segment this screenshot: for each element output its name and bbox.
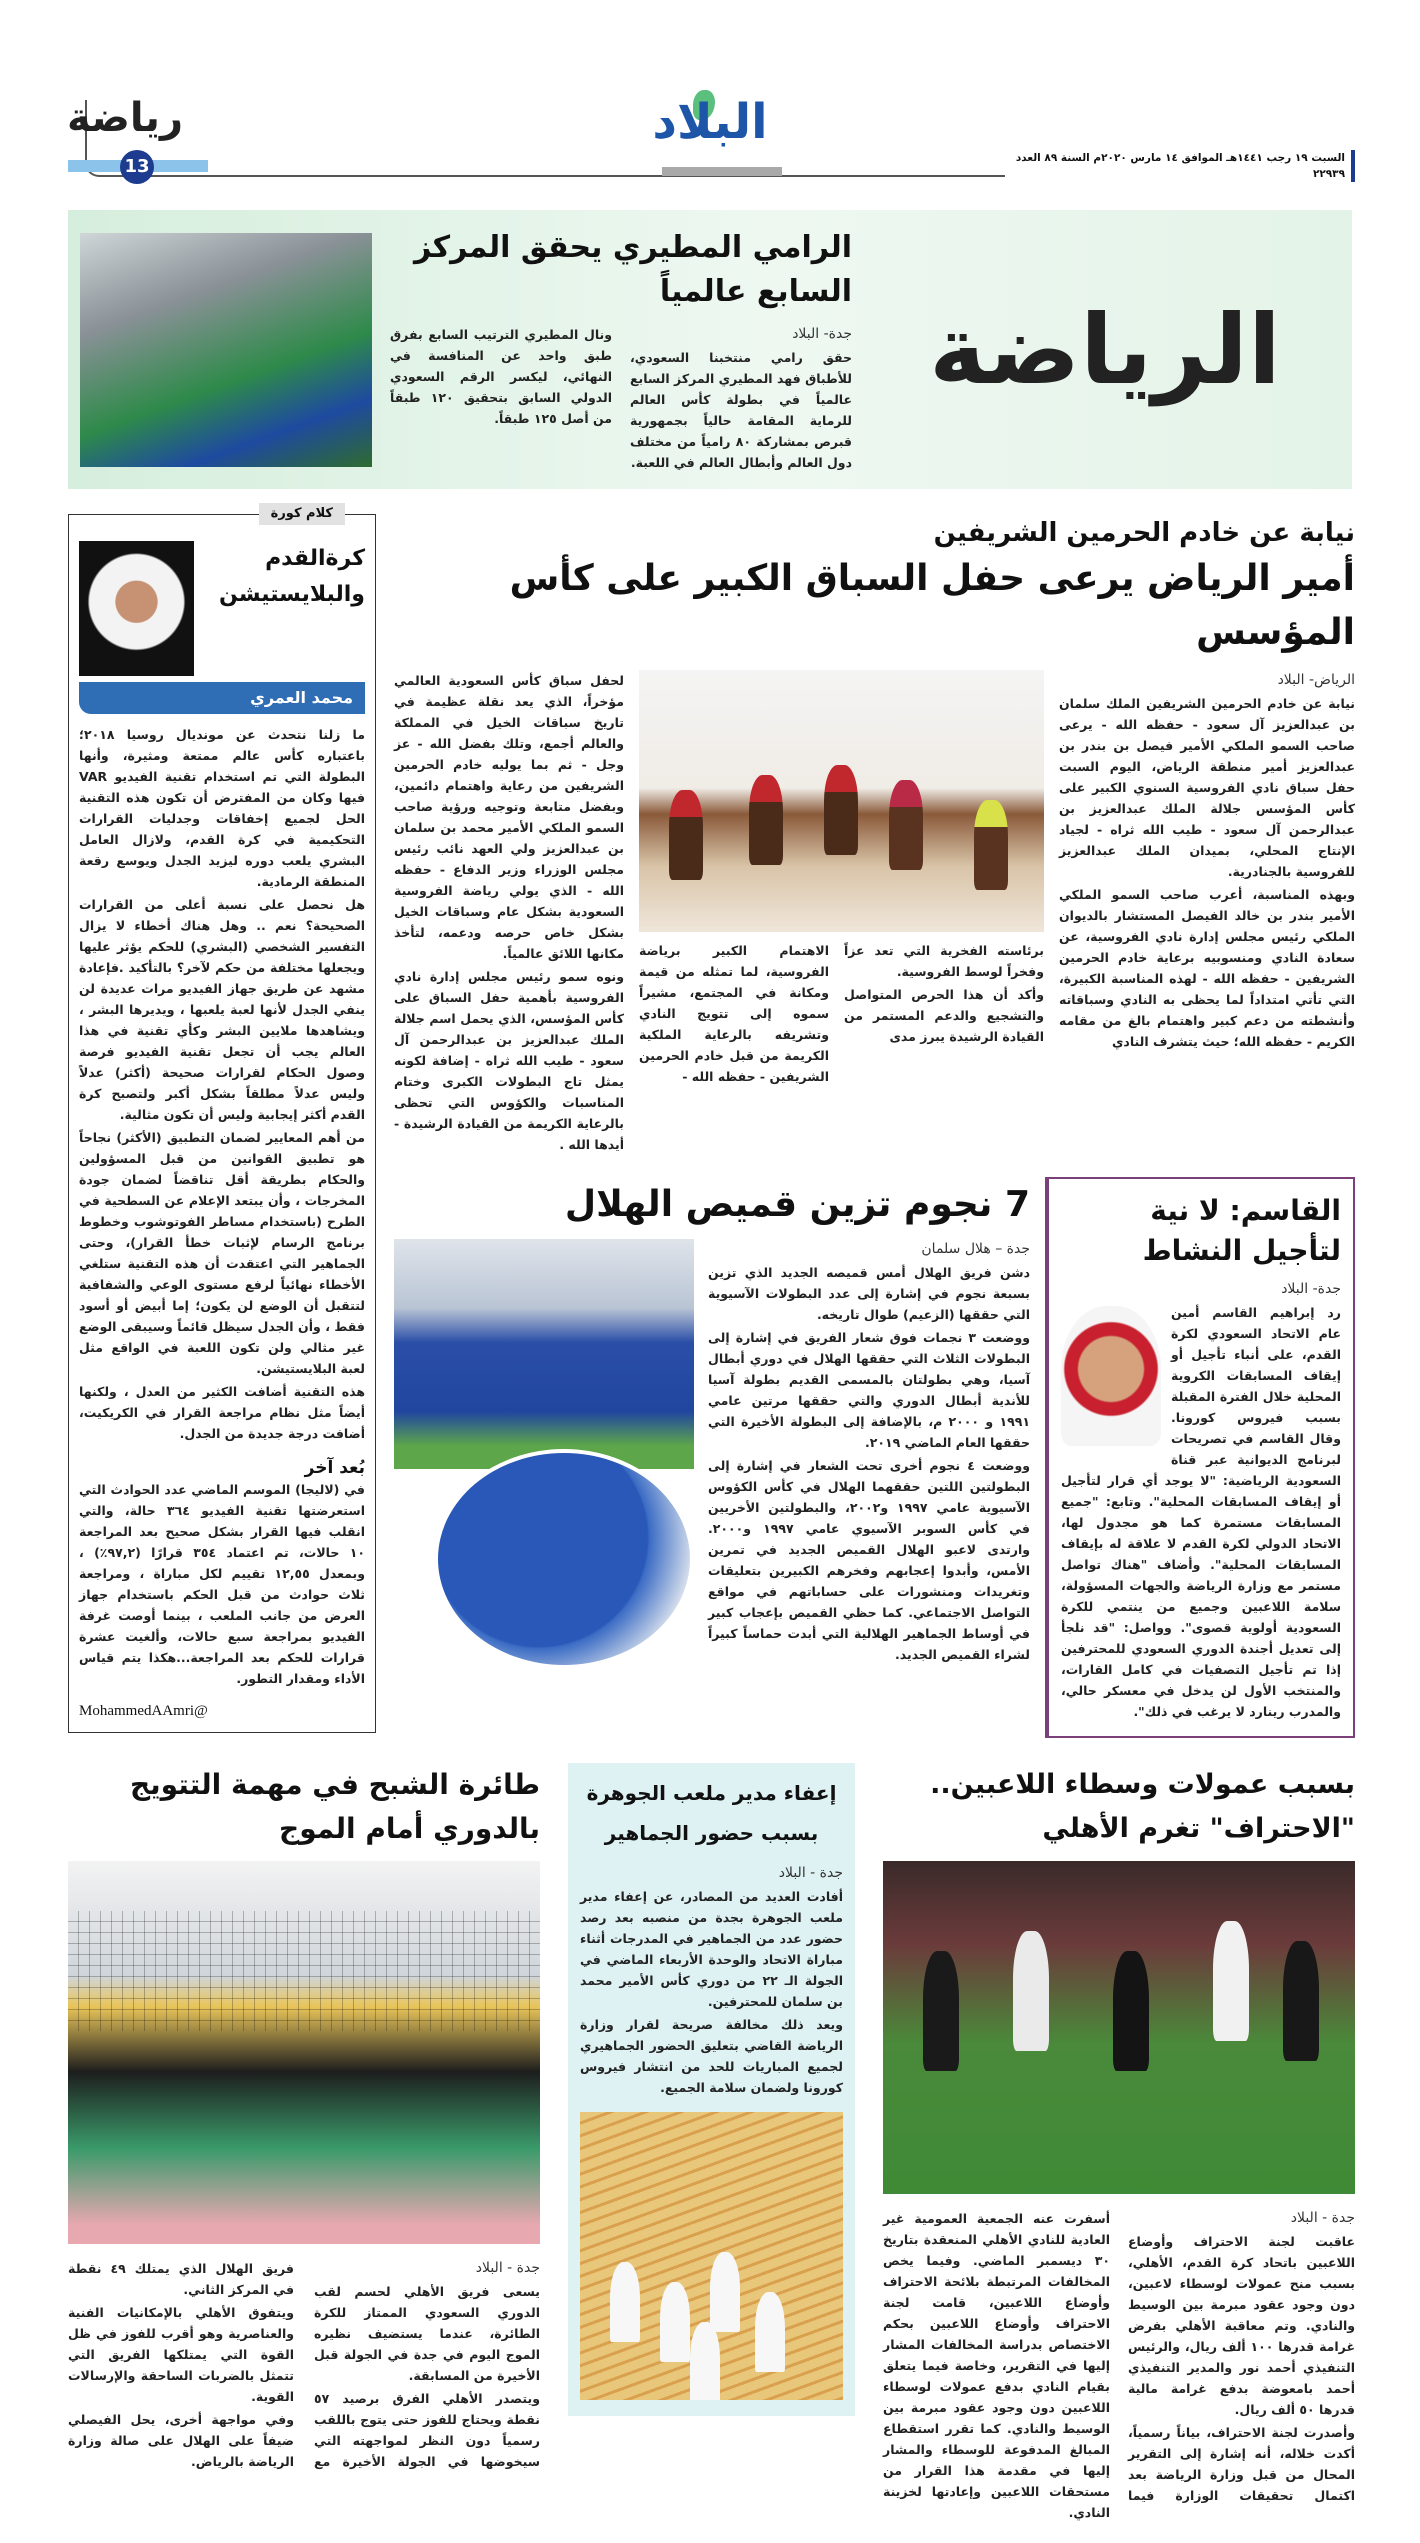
hilal-players-circle-photo <box>434 1449 694 1669</box>
qasim-headline[interactable]: القاسم: لا نية لتأجيل النشاط <box>1142 1194 1341 1267</box>
fan-figure <box>710 2252 740 2332</box>
middle-section <box>68 506 1355 1738</box>
hilal-headline[interactable]: 7 نجوم تزين قميص الهلال <box>564 1184 1030 1225</box>
paragraph: وبهذه المناسبة، أعرب صاحب السمو الملكي الأمير بندر بن خالد الفيصل المستشار بالديوان الملكي رئيس مجلس إدارة نادي الفروسية، عن سعادة النادي ومنسوبيه برعاية خادم الحرمين الشريفين - حفظه الله - لهذه المناسبة الكبيرة، التي تأتي امتداداً لما يحظى به النادي وسباقاته وأنشطته من دعم كبير واهتمام بالغ من مقامه الكريم - حفظه الله؛ حيث يتشرف النادي <box>1059 887 1355 1049</box>
author-photo <box>79 541 194 676</box>
main-article-col4 <box>394 670 624 1157</box>
player-figure <box>1013 1931 1049 2051</box>
main-photo-area <box>639 670 1044 1157</box>
column-label: كلام كورة <box>259 503 345 525</box>
ahli-article-body <box>883 2208 1355 2523</box>
banner-headline[interactable]: الرامي المطيري يحقق المركز السابع عالمياً <box>414 230 852 309</box>
paragraph: هل نحصل على نسبة أعلى من القرارات الصحيحة؟ نعم .. وهل هناك أخطاء لا يزال التفسير الشخصي (البشري) للحكم يؤثر عليها ويجعلها مختلفة من حكم لآخر؟ بالتأكيد .فإعادة مشهد عن طريق جهاز الفيديو مرات عديدة لن ينفي الجدل لأنها لعبة يلعبها ، ويديرها البشر ، ويشاهدها ملايين البشر وكأي تقنية في هذا العالم يجب أن تجعل تقنية الفيديو فرصة وصول الحكام لقرارات صحيحة (أكثر) عدلاً وليس عدلاً مطلقاً بشكل أكبر ولتصبح كرة القدم أكثر إيجابية وليس أن تكون مثالية. <box>79 897 365 1122</box>
logo-underline <box>662 167 782 176</box>
paragraph: برئاسته الفخرية التي تعد عزاً وفخراً لوسط الفروسية. <box>844 943 1044 979</box>
horse-rider <box>749 775 783 865</box>
paragraph: ووضعت ٣ نجمات فوق شعار الفريق في إشارة إلى البطولات الثلاث التي حققها الهلال في دوري أبطال آسيا، وهي بطولتان بالمسمى القديم بطولة آسيا للأندية أبطال الدوري والتي حققها مرتين عامي ١٩٩١ و ٢٠٠٠ م، بالإضافة إلى البطولة الأخيرة التي حققها العام الماضي ٢٠١٩. <box>708 1330 1031 1450</box>
player-figure <box>1283 1941 1319 2061</box>
horse-rider <box>974 800 1008 890</box>
hilal-images <box>394 1239 694 1669</box>
dateline: جدة- البلاد <box>792 326 852 342</box>
qasim-portrait-photo <box>1061 1306 1161 1446</box>
column-header <box>79 541 365 676</box>
volleyball-net <box>68 1911 540 2031</box>
main-under-photo-text <box>639 940 1044 1089</box>
horse-rider <box>669 790 703 880</box>
paragraph: من أهم المعايير لضمان التطبيق (الأكثر) نجاحاً هو تطبيق القوانين من قبل المسؤولين والحكام بطريقة أقل تناقضاً لضمان جودة المخرجات ، وأن يبتعد الإعلام عن السطحية في الطرح (باستخدام مساطر الفوتوشوب وخطوط برنامج الرسام لإثبات خطأ القرار)، وحتى الجماهير التي اعتقدت أن هذه التقنية ستلغي الأخطاء نهائياً لرفع مستوى الوعي والشفافية لتتقبل أن الوضع لن يكون؛ إما أبيض أو أسود فقط ، وأن الجدل سيظل قائماً وسيبقى الوضع غير مثالي ولن تكون اللعبة في الواقع مثل لعبة البلايستيشن. <box>79 1130 365 1376</box>
issue-date-line: السبت ١٩ رجب ١٤٤١هـ الموافق ١٤ مارس ٢٠٢٠م السنة ٨٩ العدد ٢٢٩٣٩ <box>1010 150 1355 182</box>
paragraph: ويعد ذلك مخالفة صريحة لقرار وزارة الرياضة القاضي بتعليق الحضور الجماهيري لجميع المباريات للحد من انتشار فيروس كورونا ولضمان سلامة الجميع. <box>580 2017 843 2095</box>
newspaper-logo[interactable]: البلاد <box>652 94 768 150</box>
qasim-article-body <box>1061 1279 1341 1722</box>
sports-masthead: الرياضة <box>929 293 1281 406</box>
volleyball-article-body <box>68 2258 540 2473</box>
bottom-section <box>68 1763 1355 2523</box>
page-header <box>0 0 1420 195</box>
player-figure <box>1113 1951 1149 2071</box>
paragraph: ويتصدر الأهلي الفرق برصيد ٥٧ نقطة ويحتاج للفوز حتى يتوج باللقب رسمياً دون النظر لمواجهته التي سيخوضها في الجولة الأخيرة مع فريق الهلال الذي يمتلك ٤٩ نقطة في المركز الثاني. <box>68 2261 540 2469</box>
dateline: جدة- البلاد <box>1281 1281 1341 1297</box>
paragraph: ويتفوق الأهلي بالإمكانيات الفنية والعناصرية وهو أقرب للفوز في ظل القوة التي يمتلكها الفريق التي تتمثل بالضربات الساحقة والإرسالات القوية. <box>68 2305 294 2404</box>
dateline: جدة - البلاد <box>1290 2210 1355 2226</box>
opinion-column-box <box>68 506 376 1733</box>
paragraph: وفي مواجهة أخرى، يحل الفيصلي ضيفاً على الهلال على صالة وزارة الرياضة بالرياض. <box>68 2412 294 2469</box>
stadium-fans-photo <box>580 2112 843 2400</box>
fan-figure <box>610 2262 640 2342</box>
volleyball-story <box>68 1763 540 2473</box>
paragraph: أفادت العديد من المصادر، عن إعفاء مدير ملعب الجوهرة بجدة من منصبه بعد رصد حضور عدد من الجماهير في المدرجات أثناء مباراة الاتحاد والوحدة الأربعاء الماضي في الجولة الـ ٢٢ من دوري كأس الأمير محمد بن سلمان للمحترفين. <box>580 1889 843 2009</box>
paragraph: عاقبت لجنة الاحتراف وأوضاع اللاعبين باتحاد كرة القدم، الأهلي، بسبب منح عمولات لوسطاء لاعبين، دون وجود عقود مبرمة بين الوسيط والنادي. وتم معاقبة الأهلي بفرض غرامة قدرها ١٠٠ ألف ريال، والرئيس التنفيذي أحمد نور والمدير التنفيذي أحمد بامعوضة بدفع غرامة مالية قدرها ٥٠ ألف ريال. <box>1128 2234 1355 2417</box>
fan-figure <box>660 2282 690 2362</box>
paragraph: في (لاليجا) الموسم الماضي عدد الحوادث التي استعرضتها تقنية الفيديو ٣٦٤ حالة، والتي انقلب فيها القرار بشكل صحيح بعد المراجعة ١٠ حالات، تم اعتماد ٣٥٤ قرارًا (٩٧,٢٪) ، وبمعدل ١٢,٥٥ تقييم لكل مباراة ، ومراجعة ثلاث حوادث من قبل الحكم باستخدام جهاز العرض من جانب الملعب ، بينما أوصت غرفة الفيديو بمراجعة سبع حالات، وألغيت عشرة قرارات للحكم بعد المراجعة...هكذا يتم قياس الأداء ومقدار التطور. <box>79 1482 365 1686</box>
banner-article-body <box>390 324 852 473</box>
paragraph: لحفل سباق كأس السعودية العالمي مؤخراً، الذي يعد نقلة عظيمة في تاريخ سباقات الخيل في المملكة والعالم أجمع، وتلك بفضل الله - عز وجل - ثم بما يوليه خادم الحرمين الشريفين من رعاية واهتمام دائمين، وبفضل متابعة وتوجيه ورؤية صاحب السمو الملكي الأمير محمد بن سلمان بن عبدالعزيز ولي العهد نائب رئيس مجلس الوزراء وزير الدفاع - حفظه الله - الذي يولي رياضة الفروسية السعودية بشكل عام وسباقات الخيل بشكل خاص حرصه ودعمه، لتأخذ مكانها اللائق عالمياً. <box>394 673 624 961</box>
paragraph: وأكد أن هذا الحرص المتواصل والتشجيع والدعم المستمر من القيادة الرشيدة يبرز مدى <box>844 987 1044 1044</box>
paragraph: الاهتمام الكبير برياضة الفروسية، لما تمثله من قيمة ومكانة في المجتمع، مشيراً سموه إلى تتويج النادي وتشريفه بالرعاية الملكية الكريمة من قبل خادم الحرمين الشريفين - حفظه الله - <box>639 943 829 1084</box>
main-area <box>394 514 1355 1738</box>
section-title: رياضة <box>67 95 183 141</box>
column-title[interactable]: كرةالقدم والبلايستيشن <box>219 546 365 607</box>
ahli-match-photo <box>883 1861 1355 2194</box>
paragraph: يسعى فريق الأهلي لحسم لقب الدوري السعودي الممتاز للكرة الطائرة، عندما يستضيف نظيره الموج اليوم في جدة في الجولة قبل الأخيرة من المسابقة. <box>314 2284 540 2383</box>
ahli-headline[interactable]: بسبب عمولات وسطاء اللاعبين.. "الاحتراف" تغرم الأهلي <box>930 1769 1355 1844</box>
dateline: الرياض- البلاد <box>1277 672 1355 688</box>
volleyball-headline[interactable]: طائرة الشبح في مهمة التتويج بالدوري أمام الموج <box>129 1768 540 1845</box>
main-story <box>394 670 1355 1157</box>
stadium-headline[interactable]: إعفاء مدير ملعب الجوهرة بسبب حضور الجماهير <box>586 1781 837 1845</box>
header-rule <box>85 100 1005 177</box>
stadium-article-body <box>580 1863 843 2098</box>
main-article-col1 <box>1059 670 1355 1157</box>
paragraph: ووضعت ٤ نجوم أخرى تحت الشعار في إشارة إلى البطولتين اللتين حققهما الهلال في كأس الكؤوس الآسيوية عامي ١٩٩٧ و٢٠٠٢، والبطولتين الأخريين في كأس السوبر الآسيوي عامي ١٩٩٧ و٢٠٠٠. وارتدى لاعبو الهلال القميص الجديد في تمرين الأمس، وأبدوا إعجابهم وفخرهم الكبيرين بتعليقات وتغريدات ومنشورات على حساباتهم في مواقع التواصل الاجتماعي. كما حظي القميص بإعجاب كبير في أوساط الجماهير الهلالية التي أبدت حماساً كبيراً لشراء القميص الجديد. <box>708 1458 1030 1662</box>
ahli-story <box>883 1763 1355 2523</box>
qasim-box <box>1045 1177 1355 1738</box>
main-article-col3 <box>639 940 829 1089</box>
paragraph: نيابة عن خادم الحرمين الشريفين الملك سلمان بن عبدالعزيز آل سعود - حفظه الله - يرعى صاحب السمو الملكي الأمير فيصل بن بندر بن عبدالعزيز أمير منطقة الرياض، اليوم السبت حفل سباق نادي الفروسية السنوي الكبير على كأس المؤسس جلالة الملك عبدالعزيز بن عبدالرحمن آل سعود - طيب الله ثراه - لجياد الإنتاج المحلي، بميدان الملك عبدالعزيز للفروسية بالجنادرية. <box>1059 696 1355 879</box>
hilal-story <box>394 1177 1030 1675</box>
stadium-story-box <box>568 1763 855 2416</box>
hilal-players-photo <box>394 1239 694 1469</box>
dateline: جدة – هلال سلمان <box>921 1241 1030 1257</box>
paragraph: وأصدرت لجنة الاحتراف، بياناً رسمياً، أكدت خلاله، أنه إشارة إلى التقرير المحال من قبل وزارة الرياضة بعد اكتمال تحقيقات الوزارة فيما أسفرت عنه الجمعية العمومية غير العادية للنادي الأهلي المنعقدة بتاريخ ٣٠ ديسمبر الماضي. وفيما يخص المخالفات المرتبطة بلائحة الاحتراف وأوضاع اللاعبين، قامت لجنة الاحتراف وأوضاع اللاعبين بحكم الاختصاص بدراسة المخالفات المشار إليها في التقرير، وخاصة فيما يتعلق بقيام النادي بدفع عمولات لوسطاء اللاعبين دون وجود عقود مبرمة بين الوسيط والنادي. كما تقرر استقطاع المبالغ المدفوعة للوسطاء والمشار إليها في مقدمة هذا القرار من مستحقات اللاعبين وإعادتها لخزينة النادي. <box>883 2211 1355 2520</box>
fan-figure <box>690 2322 720 2400</box>
horse-rider <box>824 765 858 855</box>
column-body <box>79 724 365 1689</box>
main-headline[interactable]: أمير الرياض يرعى حفل السباق الكبير على كأس المؤسس <box>509 558 1355 653</box>
banner-story <box>390 226 852 473</box>
volleyball-photo <box>68 1861 540 2244</box>
paragraph: ونوه سمو رئيس مجلس إدارة نادي الفروسية بأهمية حفل السباق على كأس المؤسس، الذي يحمل اسم جلالة الملك عبدالعزيز بن عبدالرحمن آل سعود - طيب الله ثراه - إضافة لكونه يمثل تاج البطولات الكبرى وختام المناسبات والكؤوس التي تحظى بالرعاية الكريمة من القيادة الرشيدة - أيدها الله . <box>394 969 624 1152</box>
dateline: جدة - البلاد <box>475 2260 540 2276</box>
author-handle[interactable]: MohammedAAmri@ <box>79 1703 208 1719</box>
main-kicker: نيابة عن خادم الحرمين الشريفين <box>933 518 1355 548</box>
author-name: محمد العمري <box>79 682 365 714</box>
horse-rider <box>889 780 923 870</box>
paragraph: رد إبراهيم القاسم أمين عام الاتحاد السعودي لكرة القدم، على أنباء تأجيل أو إيقاف المسابقات الكروية المحلية خلال الفترة المقبلة بسبب فيروس كورونا. وقال القاسم في تصريحات لبرنامج الديوانية عبر قناة السعودية الرياضية: "لا يوجد أي قرار لتأجيل أو إيقاف المسابقات المحلية". وتابع: "جميع المسابقات مستمرة كما هو مجدول لها، الاتحاد الدولي لكرة القدم لا علاقة له بإيقاف المسابقات المحلية". وأضاف "هناك تواصل مستمر مع وزارة الرياضة والجهات المسؤولة، سلامة اللاعبين وجميع من ينتمي للكرة السعودية أولوية قصوى". وواصل: "قد نلجأ إلى تعديل أجندة الدوري السعودي للمحترفين إذا تم تأجيل التصفيات في كامل القارات، والمنتخب الأول لن يدخل في معسكر حالي، والمدرب رينارد لا يرغب في ذلك". <box>1061 1305 1341 1719</box>
paragraph: هذه التقنية أضافت الكثير من العدل ، ولكنها أيضاً مثل نظام مراجعة القرار في الكريكيت، أضافت درجة جديدة من الجدل. <box>79 1384 365 1441</box>
player-figure <box>923 1951 959 2071</box>
lower-stories <box>394 1177 1355 1738</box>
paragraph: ما زلنا نتحدث عن مونديال روسيا ٢٠١٨؛ باعتباره كأس عالم ممتعة ومثيرة، وأنها البطولة التي تم استخدام تقنية الفيديو VAR فيها وكان من المفترض أن تكون هذه التقنية الحل لجميع إخفاقات وجدليات القرارات التحكيمية في كرة القدم، ولازال العامل البشري يلعب دوره ليزيد الجدل ويوسع رقعة المنطقة الرمادية. <box>79 727 365 889</box>
paragraph: ونال المطيري الترتيب السابع بفرق طبق واحد عن المنافسة في النهائي، ليكسر الرقم السعودي الدولي السابق بتحقيق ١٢٠ طبقاً من أصل ١٢٥ طبقاً. <box>390 327 613 426</box>
dateline: جدة - البلاد <box>778 1865 843 1881</box>
paragraph: حقق رامي منتخبنا السعودي، للأطباق فهد المطيري المركز السابع عالمياً في بطولة كأس العالم للرماية المقامة حالياً بجمهورية قبرص بمشاركة ٨٠ رامياً من مختلف دول العالم وأبطال العالم في اللعبة. <box>630 350 852 470</box>
column-subhead: بُعد آخر <box>304 1458 365 1478</box>
horse-race-photo <box>639 670 1044 932</box>
main-article-col2 <box>844 940 1044 1089</box>
paragraph: دشن فريق الهلال أمس قميصه الجديد الذي تزين بسبعة نجوم في إشارة إلى عدد البطولات الآسيوية التي حققها (الزعيم) طوال تاريخه. <box>708 1265 1030 1322</box>
player-figure <box>1213 1921 1249 2041</box>
hilal-article-body <box>394 1239 1030 1665</box>
top-banner <box>68 210 1352 489</box>
page-number: 13 <box>120 150 154 184</box>
fan-figure <box>755 2292 785 2372</box>
shooter-photo <box>80 233 372 467</box>
